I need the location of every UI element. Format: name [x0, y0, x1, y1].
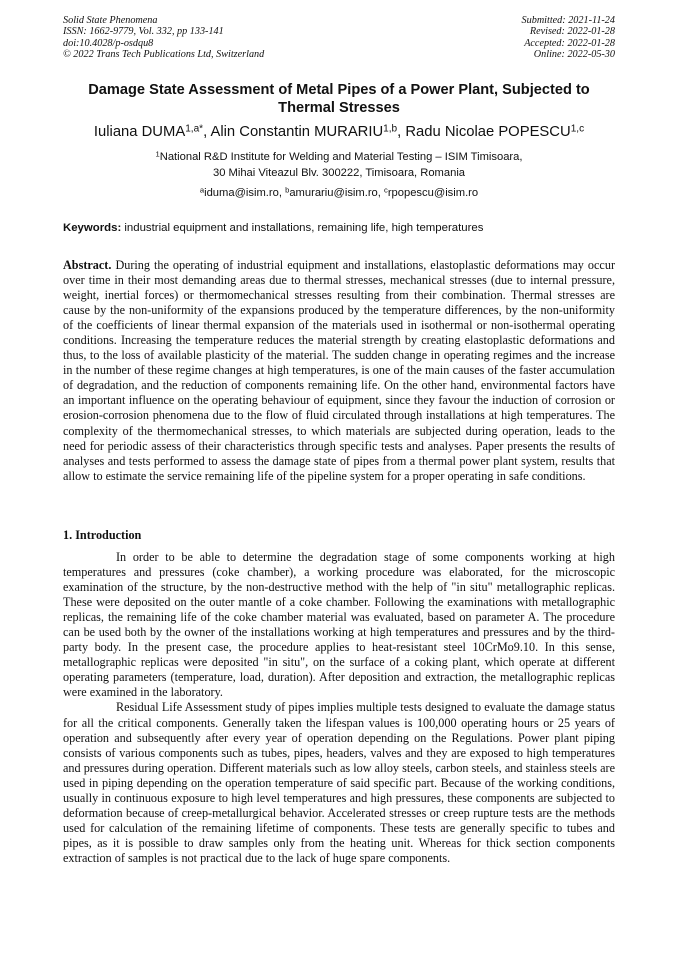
- journal-info: [63, 15, 264, 61]
- affiliation-line-1: $^1$National R&D Institute for Welding and Material Testing – ISIM Timisoara,: [155, 149, 523, 163]
- email-mark: c: [384, 185, 388, 195]
- keywords-text: industrial equipment and installations, remaining life, high temperatures: [121, 222, 484, 234]
- journal-doi: doi:10.4028/p-osdqu8: [63, 37, 154, 49]
- publication-dates: [522, 15, 615, 61]
- author-affiliation-mark: 1,a*: [185, 123, 204, 135]
- email-mark: b: [285, 185, 290, 195]
- abstract-label: Abstract.: [63, 258, 112, 272]
- author-separator: ,: [397, 124, 406, 140]
- section-heading: 1. Introduction: [63, 528, 142, 542]
- keywords-label: Keywords:: [63, 222, 122, 234]
- abstract-text: During the operating of industrial equipment and installations, elastoplastic deformations may occur over time in their most demanding areas due to thermal stresses, mechanical stresses (due to internal pressure, weight, inertial forces) or thermomechanical stresses resulting from their combination. Thermal stresses are cause by the non-uniformity of the expansions produced by the temperature differences, by the non-uniformity of the coefficients of linear thermal expansion of the materials used in isothermal or non-isothermal operating conditions. Increasing the temperature reduces the material strength by creating elastoplastic deformations and thus, to the loss of available plasticity of the material. The sudden change in operating regimes and the increase in the number of these regime changes at high temperatures, is one of the main causes of the faster accumulation of degradation, and the reduction of components remaining life. On the other hand, environmental factors have an important influence on the operating behaviour of equipment, since they favour the induction of corrosion or erosion-corrosion phenomena due to the flow of fluid circulated through installations at high temperatures. The complexity of the thermomechanical stresses, to which materials are subjected during operation, leads to the need for periodic assess of their characteristics through specific tests and analyses. Paper presents the results of analyses and tests performed to assess the damage state of pipes from a thermal power plant system, results that allow to estimate the service remaining life of the pipeline system for a proper operating in safe conditions.: [63, 258, 615, 483]
- journal-issn: ISSN: 1662-9779, Vol. 332, pp 133-141: [63, 26, 224, 38]
- paragraph: Residual Life Assessment study of pipes implies multiple tests designed to evaluate the damage status for all the critical components. Generally taken the lifespan values is 100,000 operating hours or 25 years of operation and subsequently after every year of operation depending on the Regulations. Power plant piping consists of various components such as tubes, pipes, headers, valves and they are exposed to high temperatures and pressures during operation. Different materials such as low alloy steels, carbon steels, and stainless steels are used in piping depending on the operation temperature of said specific part. Because of the working conditions, usually in continuous exposure to high level temperatures and high pressures, these components are subjected to deformation because of creep-metallurgical behavior. Accelerated stresses or creep rupture tests are the methods used for calculation of the remaining lifetime of components. These tests are generally specific to tubes and pipes, as it is possible to draw samples only from the heating unit. Whereas for thick section components extraction of samples is not practical due to the lack of huge spare components.: [63, 700, 615, 865]
- date-submitted: Submitted: 2021-11-24: [521, 15, 615, 26]
- author-name: Radu Nicolae POPESCU: [405, 124, 571, 140]
- author-separator: ,: [203, 124, 211, 140]
- author-affiliation-mark: 1,b: [383, 123, 398, 135]
- email-address: amurariu@isim.ro: [289, 187, 378, 199]
- email-list: $^a$iduma@isim.ro, $^b$amurariu@isim.ro, $^c$rpopescu@isim.ro: [199, 185, 479, 199]
- date-accepted: Accepted: 2022-01-28: [524, 37, 615, 49]
- keywords: [63, 221, 615, 235]
- email-address: rpopescu@isim.ro: [387, 187, 479, 199]
- paper-title: Damage State Assessment of Metal Pipes of a Power Plant, Subjected to Thermal Stresses: [88, 82, 590, 116]
- date-online: Online: 2022-05-30: [533, 49, 615, 61]
- journal-copyright: © 2022 Trans Tech Publications Ltd, Switzerland: [63, 49, 265, 61]
- affiliation-line-2: 30 Mihai Viteazul Blv. 300222, Timisoara, Romania: [212, 166, 466, 179]
- introduction-body: [63, 550, 615, 866]
- date-revised: Revised: 2022-01-28: [529, 26, 615, 38]
- email-mark: a: [199, 185, 205, 195]
- email-address: iduma@isim.ro: [204, 187, 279, 199]
- abstract: [63, 258, 615, 484]
- author-name: Iuliana DUMA: [93, 124, 186, 140]
- author-name: Alin Constantin MURARIU: [210, 124, 384, 140]
- affiliation: [63, 150, 615, 181]
- author-affiliation-mark: 1,c: [570, 123, 585, 135]
- paragraph: In order to be able to determine the degradation stage of some components working at high temperatures and pressures (coke chamber), a working procedure was elaborated, for the microscopic examination of the structure, by the non-destructive method with the help of "in situ" metallographic replicas. These were deposited on the outer mantle of a coke chamber. Following the examinations with metallographic replicas, the remaining life of the coke chamber material was evaluated, based on parameter A. The procedure can be used both by the owner of the installations working at high temperatures and pressures and by the third-party body. In the present case, the procedure applies to heat-resistant steel 10CrMo9.10. In this sense, metallographic replicas were deposited "in situ", on the surface of a coking plant, which operate at different operating parameters (temperature, load, duration). After deposition and extraction, the metallographic replicas were examined in the laboratory.: [63, 550, 615, 700]
- author-list: [40, 123, 638, 141]
- journal-name: Solid State Phenomena: [63, 15, 158, 26]
- affiliation-mark: 1: [155, 149, 160, 159]
